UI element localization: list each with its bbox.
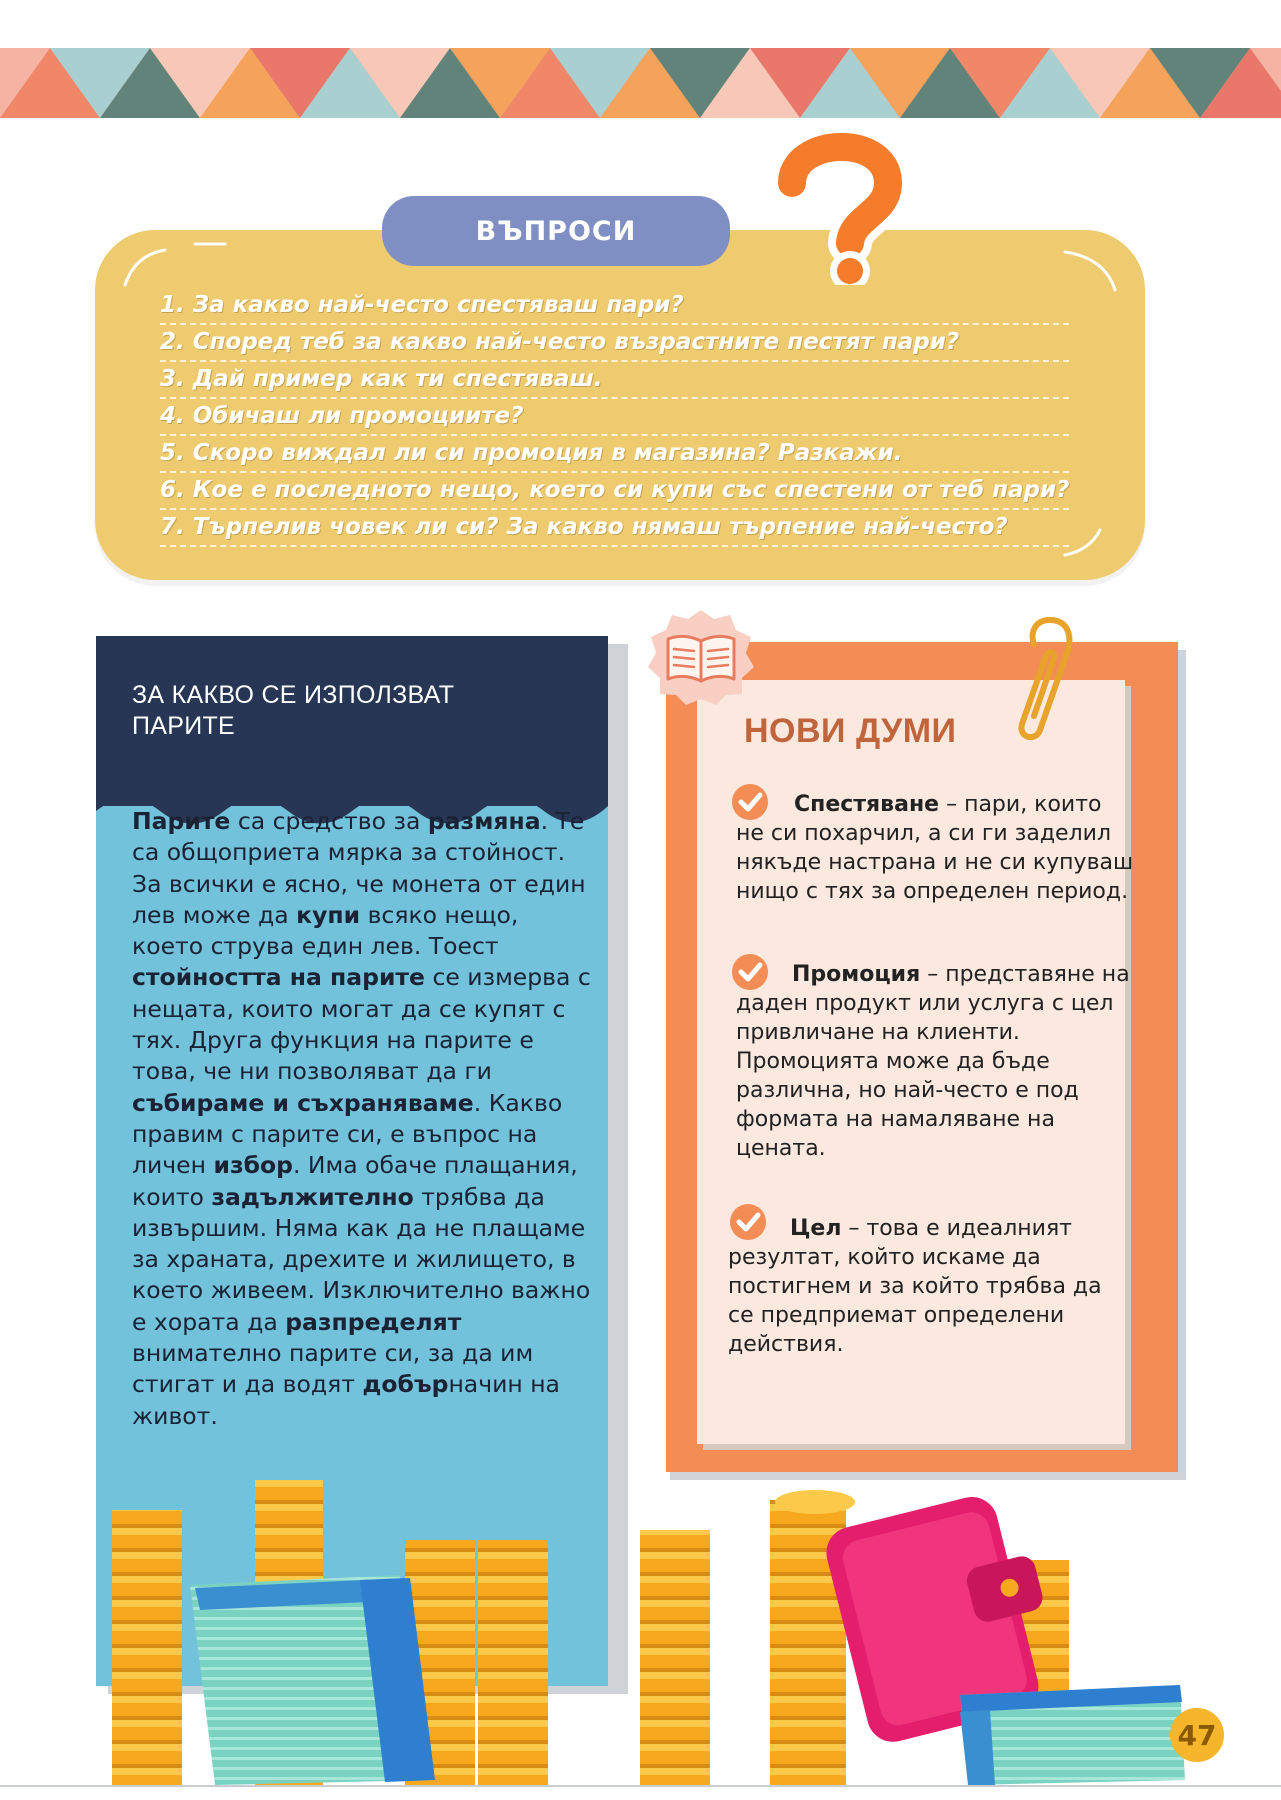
term-exchange: размяна (427, 807, 541, 835)
term-savings (736, 790, 1136, 906)
text-run: . Те са общоприета мярка за стойност. За всички е ясно, че монета от един лев може да (132, 807, 586, 929)
paper-clip-icon (1010, 612, 1080, 747)
text-run: трябва да извършим. Няма как да не плащаме за храната, дрехите и жилището, в което живеем. Изключително важно е хората да (132, 1182, 591, 1336)
term-collect: събираме и съхраняваме (132, 1088, 474, 1117)
text-run: . Има обаче плащания, които (132, 1151, 578, 1211)
term-word: Спестяване (794, 792, 940, 817)
money-use-text (132, 806, 592, 1432)
term-word: Промоция (792, 962, 921, 987)
triangle-banner (0, 48, 1281, 118)
term-definition: – пари, които не си похарчил, а си ги заделил някъде настрана и не си купуваш нищо с тях за определен период. (736, 792, 1134, 904)
text-run: внимателно парите си, за да им стигат и да водят (132, 1339, 534, 1399)
text-run: всяко нещо, което струва един лев. Тоест (132, 900, 519, 961)
text-run: начин на живот. (132, 1370, 560, 1430)
term-definition: – представяне на даден продукт или услуга с цел привличане на клиенти. Промоцията може да бъде различна, но най-често е под формата на намаляване на цената. (736, 962, 1130, 1161)
questions-title: ВЪПРОСИ (382, 196, 730, 266)
question-item: 4. Обичаш ли промоциите? (160, 399, 1069, 436)
question-item: 5. Скоро виждал ли си промоция в магазина? Разкажи. (160, 436, 1069, 473)
term-word: Цел (790, 1216, 842, 1241)
question-item: 7. Търпелив човек ли си? За какво нямаш търпение най-често? (160, 510, 1069, 547)
money-use-title-line1: ЗА КАКВО СЕ ИЗПОЛЗВАТ (132, 681, 455, 709)
term-money: Парите (132, 807, 231, 835)
text-run: се измерва с нещата, които могат да се купят с тях. Друга функция на парите е това, че ни позволяват да ги (132, 963, 591, 1086)
term-distribute: разпределят (285, 1307, 462, 1336)
term-choice: избор (213, 1151, 293, 1180)
question-item: 6. Кое е последното нещо, което си купи със спестени от теб пари? (160, 473, 1069, 510)
coins-illustration (0, 1480, 1281, 1800)
question-item: 1. За какво най-често спестяваш пари? (160, 288, 1069, 325)
question-item: 2. Според теб за какво най-често възрастните пестят пари? (160, 325, 1069, 362)
term-definition: – това е идеалният резултат, който искаме да постигнем и за който трябва да се предприемат определени действия. (728, 1216, 1102, 1357)
term-mandatory: задължително (211, 1182, 414, 1211)
term-goal (728, 1214, 1128, 1359)
money-use-title (132, 680, 454, 742)
term-promotion (736, 960, 1136, 1163)
open-book-icon (646, 605, 756, 705)
term-buy: купи (296, 900, 361, 929)
questions-list (160, 288, 1069, 547)
text-run: са средство за (230, 807, 428, 835)
term-good: добър (362, 1370, 449, 1399)
new-words-title: НОВИ ДУМИ (744, 712, 957, 750)
term-value: стойността на парите (132, 963, 425, 992)
money-use-title-line2: ПАРИТЕ (132, 712, 236, 740)
text-run: . Какво правим с парите си, е въпрос на личен (132, 1088, 563, 1180)
page-number: 47 (1170, 1708, 1224, 1762)
question-mark-icon (770, 125, 910, 285)
question-item: 3. Дай пример как ти спестяваш. (160, 362, 1069, 399)
